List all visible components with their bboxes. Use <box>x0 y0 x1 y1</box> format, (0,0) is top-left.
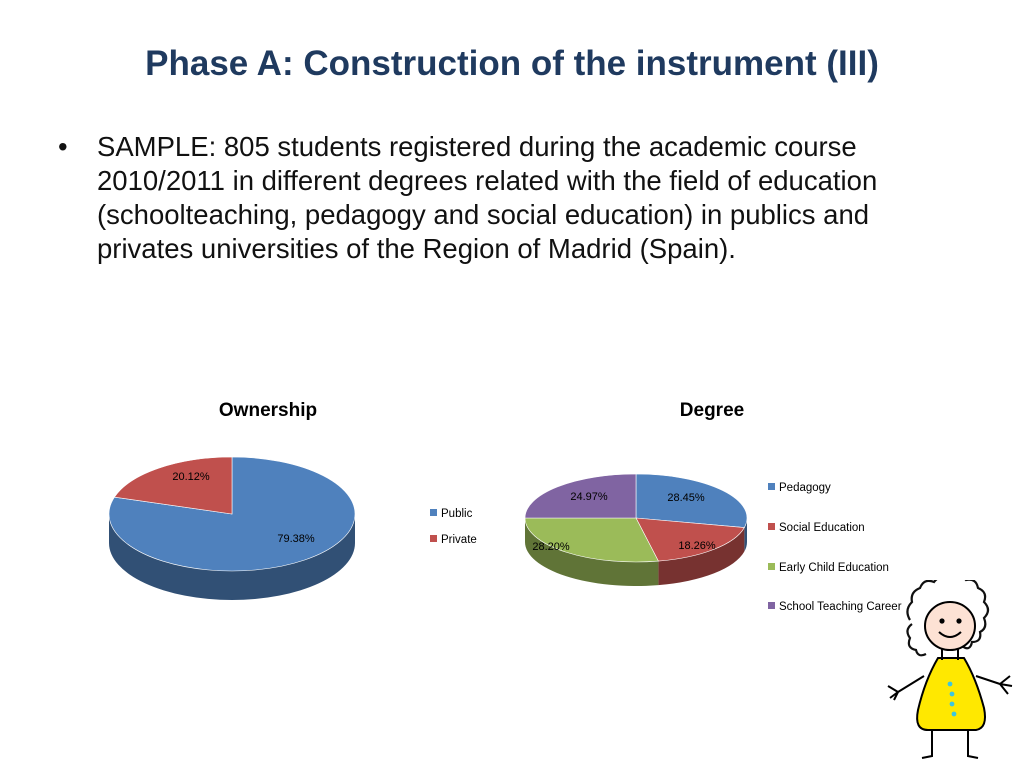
legend-item-private <box>430 534 477 546</box>
legend-swatch <box>768 523 775 530</box>
legend-item-social-education <box>768 522 865 534</box>
bullet-text: SAMPLE: 805 students registered during the academic course 2010/2011 in different degrees related with the field of education (schoolteaching, pedagogy and social education) in publics and privates universities of the Region of Madrid (Spain). <box>97 131 878 264</box>
legend-label: Social Education <box>779 522 865 534</box>
legend-label: Early Child Education <box>779 562 889 574</box>
degree-pie <box>525 474 747 586</box>
legend-label: Public <box>441 508 473 520</box>
degree-chart-title: Degree <box>679 400 745 421</box>
slide-title: Phase A: Construction of the instrument (III) <box>145 44 879 83</box>
legend-label: Private <box>441 534 477 546</box>
girl-eye-right <box>956 618 961 623</box>
legend-swatch <box>768 483 775 490</box>
legend-label: Pedagogy <box>779 482 831 494</box>
bullet-marker: • <box>58 131 68 162</box>
girl-eye-left <box>939 618 944 623</box>
data-label: 24.97% <box>570 491 608 503</box>
legend-swatch <box>768 602 775 609</box>
data-label: 18.26% <box>678 540 716 552</box>
data-label: 79.38% <box>277 533 315 545</box>
legend-label: School Teaching Career <box>779 601 902 613</box>
ownership-pie <box>109 457 355 600</box>
legend-swatch <box>768 563 775 570</box>
girl-face <box>925 602 975 650</box>
girl-illustration <box>880 580 1020 768</box>
girl-legs <box>922 728 978 758</box>
ownership-chart-title: Ownership <box>218 400 318 421</box>
legend-item-early-child-education <box>768 562 889 574</box>
data-label: 28.20% <box>532 541 570 553</box>
legend-swatch <box>430 535 437 542</box>
legend-item-public <box>430 508 472 520</box>
data-label: 28.45% <box>667 492 705 504</box>
legend-item-pedagogy <box>768 482 831 494</box>
legend-swatch <box>430 509 437 516</box>
data-label: 20.12% <box>172 471 210 483</box>
